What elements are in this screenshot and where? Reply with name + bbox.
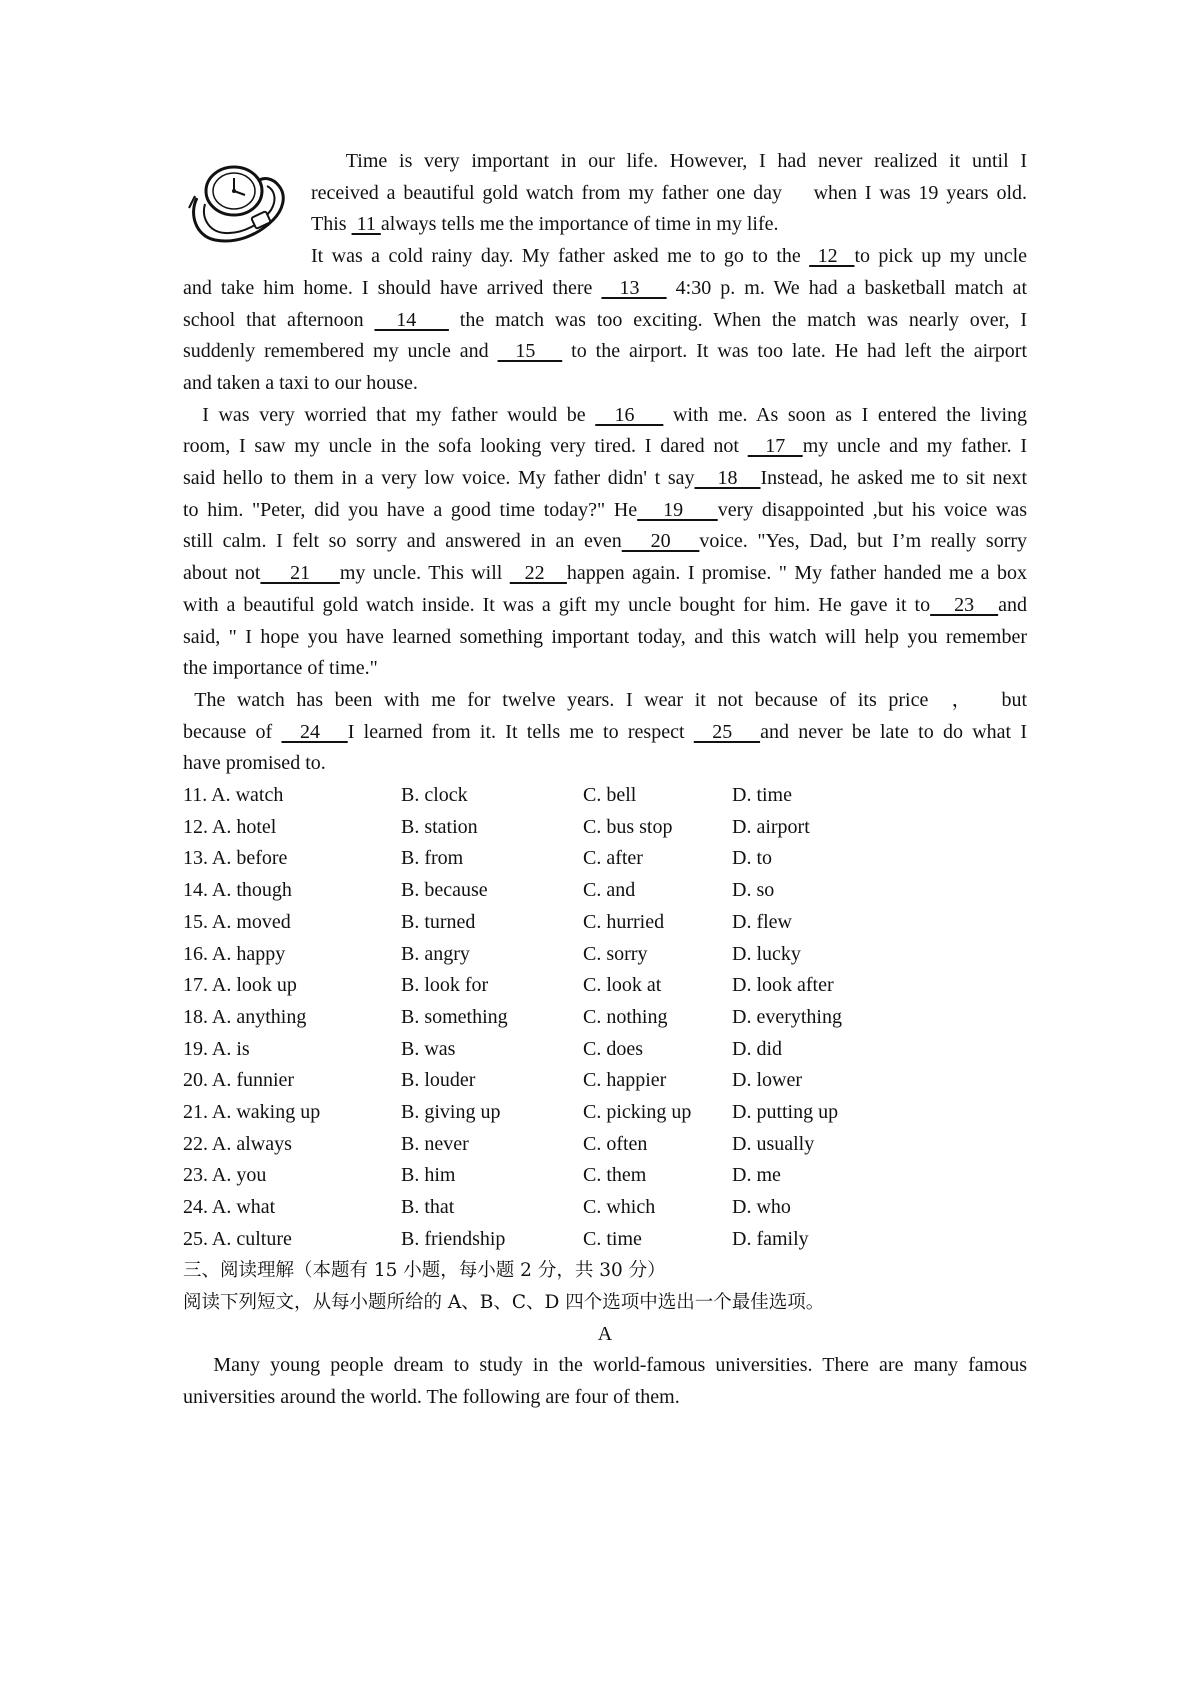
watch-illustration — [187, 158, 289, 244]
text-run: have promised to. — [183, 752, 326, 775]
option-a: 23. A. you — [183, 1164, 267, 1187]
option-b: B. giving up — [401, 1100, 501, 1123]
text-line — [183, 748, 1027, 780]
option-c: C. bus stop — [583, 815, 673, 838]
answer-blank: 25 — [693, 720, 761, 743]
text-run: happen again. I promise. " My father handed me a box — [566, 562, 1027, 585]
text-line — [183, 717, 1027, 749]
option-b: B. friendship — [401, 1227, 506, 1250]
text-line — [183, 622, 1027, 654]
option-d: D. so — [732, 879, 775, 902]
option-a: 20. A. funnier — [183, 1069, 295, 1092]
text-run: and taken a taxi to our house. — [183, 371, 418, 394]
text-line — [183, 368, 1027, 400]
option-a: 19. A. is — [183, 1037, 250, 1060]
option-d: D. time — [732, 784, 792, 807]
text-run: It was a cold rainy day. My father asked me to go to the — [311, 245, 810, 268]
text-line — [183, 241, 1027, 273]
text-run: suddenly remembered my uncle and — [183, 340, 498, 363]
text-run: and never be late to do what I — [760, 720, 1028, 743]
option-row — [183, 1129, 1027, 1161]
option-d: D. me — [732, 1164, 781, 1187]
option-b: B. station — [401, 815, 478, 838]
option-a: 24. A. what — [183, 1196, 276, 1218]
text-run: school that afternoon — [183, 308, 375, 331]
text-run: Instead, he asked me to sit next — [760, 467, 1028, 490]
text-line — [183, 273, 1027, 305]
text-line — [183, 590, 1027, 622]
option-c: C. does — [583, 1037, 643, 1060]
option-b: B. from — [401, 847, 464, 870]
option-a: 18. A. anything — [183, 1005, 307, 1028]
text-line — [183, 653, 1027, 685]
option-row — [183, 1097, 1027, 1129]
text-run: very disappointed ,but his voice was — [717, 498, 1028, 521]
text-line — [183, 1350, 1027, 1382]
paragraph — [183, 241, 1027, 400]
option-d: D. to — [732, 847, 772, 870]
text-line — [183, 1382, 1027, 1414]
option-row — [183, 1034, 1027, 1066]
option-d: D. everything — [732, 1005, 842, 1028]
exam-page — [183, 146, 1027, 1414]
answer-blank: 20 — [621, 530, 700, 553]
text-run: I learned from it. It tells me to respect — [347, 720, 694, 743]
part-label: A — [597, 1322, 613, 1345]
option-row — [183, 907, 1027, 939]
option-b: B. was — [401, 1037, 456, 1060]
option-b: B. never — [401, 1132, 469, 1155]
option-d: D. airport — [732, 815, 810, 838]
reading-intro — [183, 1350, 1027, 1413]
text-line — [311, 209, 1027, 241]
option-b: B. angry — [401, 942, 470, 965]
text-run: to the airport. It was too late. He had left the airport — [562, 340, 1028, 363]
text-run: my uncle. This will — [339, 562, 510, 585]
text-run: 4:30 p. m. We had a basketball match at — [666, 276, 1028, 299]
text-run: still calm. I felt so sorry and answered in an even — [183, 530, 622, 553]
option-c: C. them — [583, 1164, 647, 1187]
option-b: B. turned — [401, 910, 476, 933]
text-line — [183, 400, 1027, 432]
text-run: the match was too exciting. When the match was nearly over, I — [448, 308, 1027, 331]
text-run: This — [311, 213, 352, 236]
option-c: C. which — [583, 1196, 656, 1218]
text-run: Time is very important in our life. However, I had never realized it until I — [311, 150, 1027, 172]
paragraph — [183, 685, 1027, 780]
text-run: because of — [183, 720, 282, 743]
option-a: 13. A. before — [183, 847, 288, 870]
answer-blank: 13 — [601, 276, 667, 299]
option-d: D. lower — [732, 1069, 802, 1092]
option-row — [183, 812, 1027, 844]
option-row — [183, 1160, 1027, 1192]
option-b: B. louder — [401, 1069, 476, 1092]
text-run: universities around the world. The following are four of them. — [183, 1386, 680, 1409]
text-run: received a beautiful gold watch from my father one day when I was 19 years old. — [311, 181, 1027, 204]
option-c: C. and — [583, 879, 636, 902]
option-row — [183, 1065, 1027, 1097]
answer-blank: 11 — [351, 213, 381, 236]
option-b: B. because — [401, 879, 488, 902]
option-a: 22. A. always — [183, 1132, 292, 1155]
option-b: B. something — [401, 1005, 508, 1028]
option-c: C. look at — [583, 974, 662, 997]
option-c: C. happier — [583, 1069, 667, 1092]
option-d: D. putting up — [732, 1100, 839, 1123]
option-row — [183, 875, 1027, 907]
option-a: 16. A. happy — [183, 942, 286, 965]
answer-blank: 24 — [281, 720, 348, 743]
option-a: 11. A. watch — [183, 784, 284, 807]
text-run: to him. "Peter, did you have a good time today?" He — [183, 498, 638, 521]
option-b: B. clock — [401, 784, 468, 807]
answer-blank: 23 — [930, 593, 999, 616]
option-a: 15. A. moved — [183, 910, 291, 933]
option-row — [183, 1224, 1027, 1256]
section-instruction: 阅读下列短文，从每小题所给的 A、B、C、D 四个选项中选出一个最佳选项。 — [183, 1292, 825, 1314]
answer-blank: 12 — [809, 245, 855, 268]
option-a: 17. A. look up — [183, 974, 297, 997]
text-line — [183, 431, 1027, 463]
text-run: The watch has been with me for twelve years. I wear it not because of its price ， but — [183, 688, 1027, 711]
answer-blank: 19 — [637, 498, 718, 521]
option-c: C. after — [583, 847, 643, 870]
answer-blank: 14 — [374, 308, 449, 331]
option-c: C. time — [583, 1227, 642, 1250]
text-line — [183, 685, 1027, 717]
option-row — [183, 939, 1027, 971]
option-row — [183, 1002, 1027, 1034]
option-c: C. often — [583, 1132, 648, 1155]
text-line — [183, 495, 1027, 527]
option-row — [183, 970, 1027, 1002]
option-b: B. that — [401, 1196, 455, 1218]
option-row — [183, 843, 1027, 875]
option-d: D. did — [732, 1037, 782, 1060]
option-d: D. usually — [732, 1132, 815, 1155]
text-run: with a beautiful gold watch inside. It was a gift my uncle bought for him. He gave it to — [183, 593, 931, 616]
text-run: my uncle and my father. I — [802, 435, 1027, 458]
text-run: always tells me the importance of time in my life. — [380, 213, 779, 236]
text-line — [311, 178, 1027, 210]
text-line — [183, 336, 1027, 368]
text-run: about not — [183, 562, 261, 585]
option-row — [183, 780, 1027, 812]
text-run: room, I saw my uncle in the sofa looking very tired. I dared not — [183, 435, 748, 458]
option-b: B. him — [401, 1164, 456, 1187]
text-run: Many young people dream to study in the world-famous universities. There are many famous — [183, 1354, 1027, 1377]
option-d: D. flew — [732, 910, 792, 933]
paragraph — [183, 146, 1027, 241]
text-line — [183, 558, 1027, 590]
option-d: D. look after — [732, 974, 834, 997]
option-a: 12. A. hotel — [183, 815, 277, 838]
text-line — [183, 305, 1027, 337]
answer-blank: 21 — [260, 562, 340, 585]
option-b: B. look for — [401, 974, 489, 997]
answer-blank: 15 — [497, 340, 563, 363]
text-run: I was very worried that my father would be — [183, 403, 596, 426]
answer-blank: 22 — [509, 562, 567, 585]
text-line — [183, 526, 1027, 558]
answer-blank: 17 — [747, 435, 803, 458]
option-c: C. hurried — [583, 910, 665, 933]
option-c: C. nothing — [583, 1005, 668, 1028]
option-row — [183, 1192, 1027, 1224]
text-run: to pick up my uncle — [854, 245, 1028, 268]
option-a: 21. A. waking up — [183, 1100, 321, 1123]
answer-blank: 16 — [595, 403, 664, 426]
text-line — [183, 463, 1027, 495]
option-d: D. lucky — [732, 942, 801, 965]
option-d: D. who — [732, 1196, 791, 1218]
option-c: C. picking up — [583, 1100, 692, 1123]
section-heading: 三、阅读理解（本题有 15 小题，每小题 2 分，共 30 分） — [183, 1260, 666, 1282]
cloze-passage — [183, 146, 1027, 780]
answer-options — [183, 780, 1027, 1255]
option-d: D. family — [732, 1227, 809, 1250]
option-a: 25. A. culture — [183, 1227, 292, 1250]
text-run: with me. As soon as I entered the living — [663, 403, 1028, 426]
option-a: 14. A. though — [183, 879, 292, 902]
text-run: said hello to them in a very low voice. My father didn' t say — [183, 467, 695, 490]
option-c: C. bell — [583, 784, 637, 807]
text-run: the importance of time." — [183, 657, 378, 680]
text-run: and take him home. I should have arrived there — [183, 276, 602, 299]
answer-blank: 18 — [694, 467, 761, 490]
text-run: said, " I hope you have learned something important today, and this watch will help you remember — [183, 625, 1027, 648]
option-c: C. sorry — [583, 942, 648, 965]
paragraph — [183, 400, 1027, 685]
text-run: voice. "Yes, Dad, but I’m really sorry — [699, 530, 1028, 553]
text-line — [311, 146, 1027, 178]
text-run: and — [998, 593, 1027, 616]
